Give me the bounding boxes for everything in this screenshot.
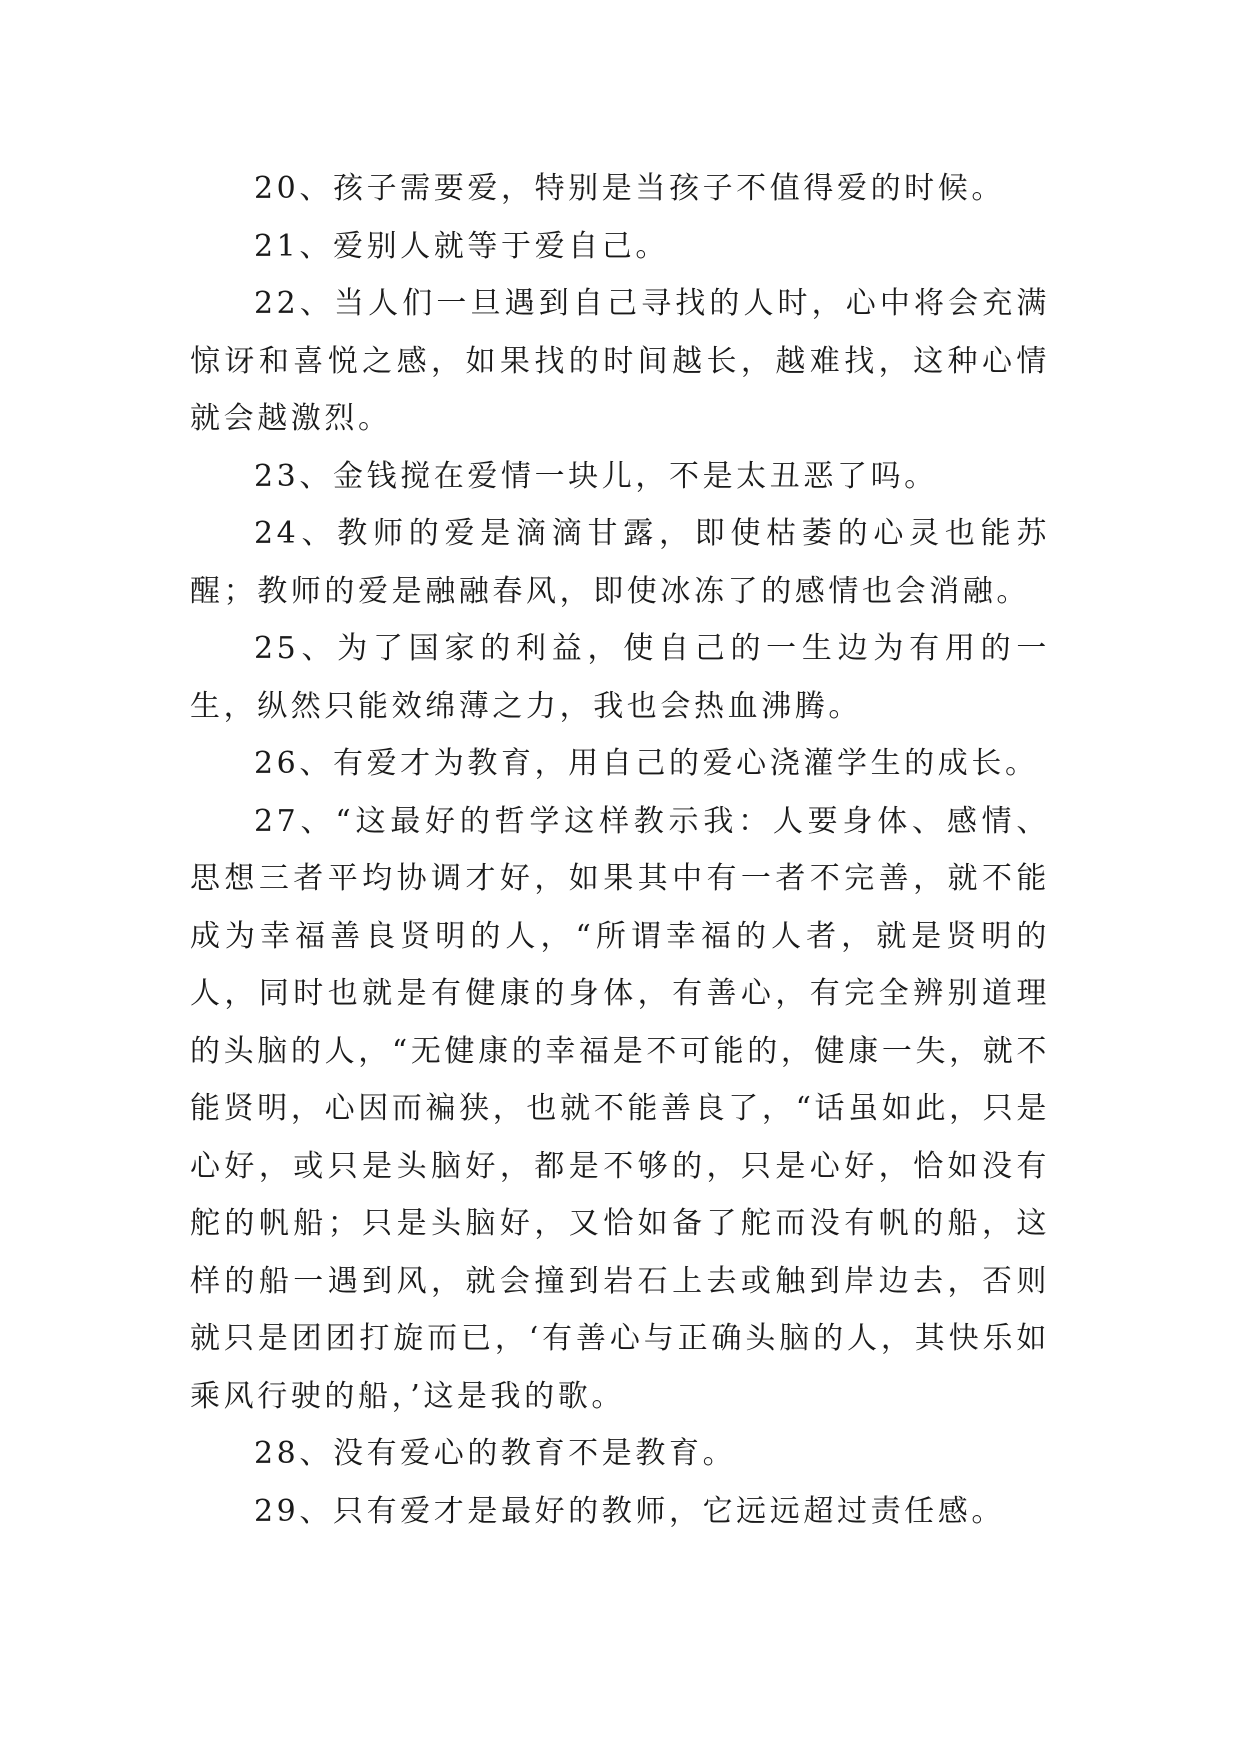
paragraph-25: 25、为了国家的利益，使自己的一生边为有用的一生，纵然只能效绵薄之力，我也会热血沸腾。 bbox=[190, 631, 1050, 724]
paragraph-24: 24、教师的爱是滴滴甘露，即使枯萎的心灵也能苏醒；教师的爱是融融春风，即使冰冻了的感情也会消融。 bbox=[190, 516, 1050, 609]
paragraph-26: 26、有爱才为教育，用自己的爱心浇灌学生的成长。 bbox=[254, 746, 1039, 781]
document-body bbox=[190, 160, 1050, 1540]
paragraph-23: 23、金钱搅在爱情一块儿，不是太丑恶了吗。 bbox=[254, 458, 938, 494]
paragraph-28: 28、没有爱心的教育不是教育。 bbox=[254, 1436, 737, 1471]
paragraph-29: 29、只有爱才是最好的教师，它远远超过责任感。 bbox=[254, 1493, 1005, 1529]
paragraph-21: 21、爱别人就等于爱自己。 bbox=[254, 228, 669, 264]
paragraph-20: 20、孩子需要爱，特别是当孩子不值得爱的时候。 bbox=[254, 171, 1005, 206]
paragraph-22: 22、当人们一旦遇到自己寻找的人时，心中将会充满惊讶和喜悦之感，如果找的时间越长，越难找，这种心情就会越激烈。 bbox=[190, 286, 1050, 436]
paragraph-27: 27、“这最好的哲学这样教示我：人要身体、感情、思想三者平均协调才好，如果其中有一者不完善，就不能成为幸福善良贤明的人，“所谓幸福的人者，就是贤明的人，同时也就是有健康的身体，有善心，有完全辨别道理的头脑的人，“无健康的幸福是不可能的，健康一失，就不能贤明，心因而褊狭，也就不能善良了，“话虽如此，只是心好，或只是头脑好，都是不够的，只是心好，恰如没有舵的帆船；只是头脑好，又恰如备了舵而没有帆的船，这样的船一遇到风，就会撞到岩石上去或触到岸边去，否则就只是团团打旋而已，‘有善心与正确头脑的人，其快乐如乘风行驶的船，’这是我的歌。 bbox=[190, 803, 1050, 1414]
